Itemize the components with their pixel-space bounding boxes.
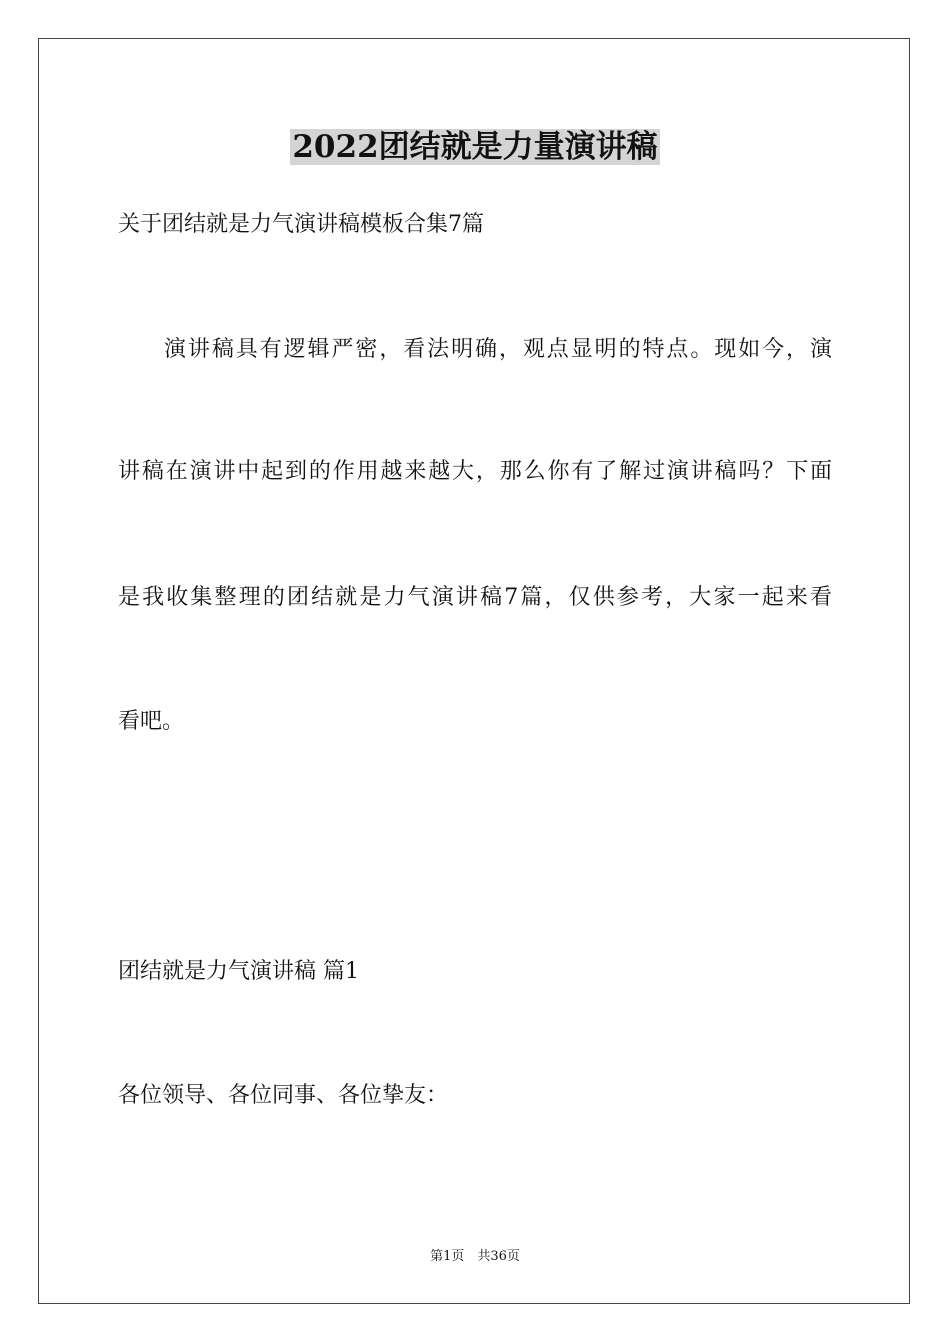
paragraph-line-4: 看吧。 [118, 709, 185, 734]
paragraph-line-2: 讲稿在演讲中起到的作用越来越大，那么你有了解过演讲稿吗？下面 [118, 459, 832, 484]
section-heading: 团结就是力气演讲稿 篇1 [118, 959, 359, 984]
document-title-text: 2022团结就是力量演讲稿 [292, 129, 658, 165]
document-subtitle: 关于团结就是力气演讲稿模板合集7篇 [118, 212, 484, 237]
paragraph-line-1: 演讲稿具有逻辑严密，看法明确，观点显明的特点。现如今，演 [164, 337, 832, 362]
salutation: 各位领导、各位同事、各位挚友： [118, 1083, 449, 1108]
page-footer: 第1页 共36页 [430, 1249, 520, 1264]
document-title [0, 126, 950, 168]
paragraph-line-3: 是我收集整理的团结就是力气演讲稿7篇，仅供参考，大家一起来看 [118, 585, 832, 610]
